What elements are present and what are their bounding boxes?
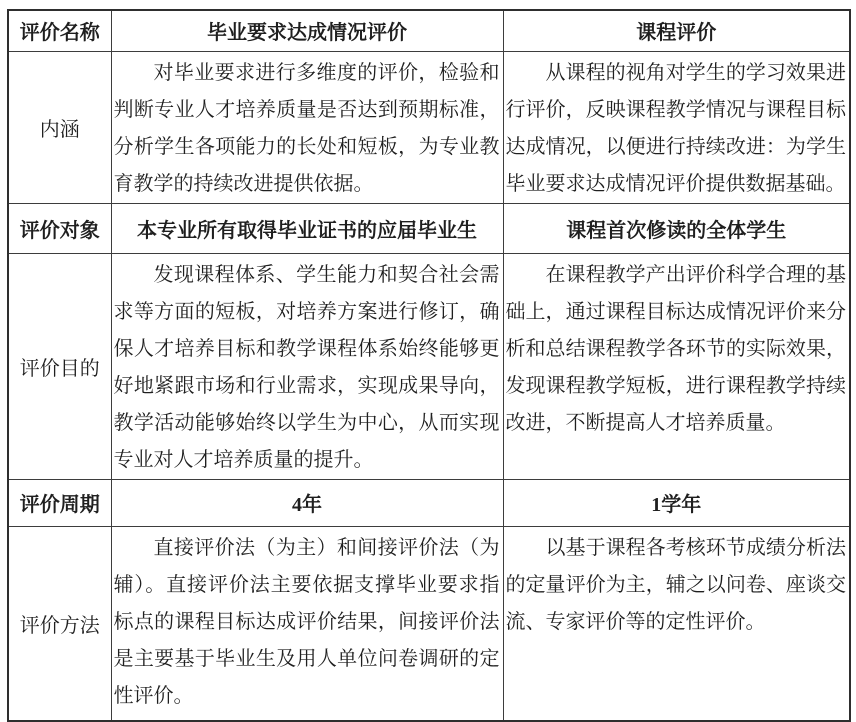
connotation-graduation-text: 对毕业要求进行多维度的评价，检验和判断专业人才培养质量是否达到预期标准，分析学生各项能力的长处和短板，为专业教育教学的持续改进提供依据。 [113, 61, 500, 195]
column-title-graduation-evaluation: 毕业要求达成情况评价 [111, 10, 503, 51]
table-row-evaluation-purpose [8, 253, 850, 479]
cell-cycle-graduation: 4年 [111, 479, 503, 526]
table-row-evaluation-cycle [8, 479, 850, 526]
cell-object-course: 课程首次修读的全体学生 [503, 203, 850, 253]
row-label-connotation: 内涵 [8, 51, 111, 203]
cell-purpose-course [503, 253, 850, 479]
evaluation-comparison-table [7, 9, 851, 722]
cell-connotation-course [503, 51, 850, 203]
table-row-evaluation-object [8, 203, 850, 253]
table-row-evaluation-name [8, 10, 850, 51]
row-label-evaluation-method: 评价方法 [8, 526, 111, 721]
cell-method-course [503, 526, 850, 721]
connotation-course-text: 从课程的视角对学生的学习效果进行评价，反映课程教学情况与课程目标达成情况，以便进行持续改进：为学生毕业要求达成情况评价提供数据基础。 [505, 61, 846, 195]
table-row-connotation [8, 51, 850, 203]
method-graduation-text: 直接评价法（为主）和间接评价法（为辅）。直接评价法主要依据支撑毕业要求指标点的课程目标达成评价结果，间接评价法是主要基于毕业生及用人单位问卷调研的定性评价。 [113, 536, 500, 707]
row-label-evaluation-object: 评价对象 [8, 203, 111, 253]
cell-method-graduation [111, 526, 503, 721]
cell-purpose-graduation [111, 253, 503, 479]
column-title-course-evaluation: 课程评价 [503, 10, 850, 51]
cell-connotation-graduation [111, 51, 503, 203]
row-label-evaluation-name: 评价名称 [8, 10, 111, 51]
method-course-text: 以基于课程各考核环节成绩分析法的定量评价为主，辅之以问卷、座谈交流、专家评价等的定性评价。 [505, 536, 846, 633]
row-label-evaluation-purpose: 评价目的 [8, 253, 111, 479]
cell-cycle-course: 1学年 [503, 479, 850, 526]
table-row-evaluation-method [8, 526, 850, 721]
row-label-evaluation-cycle: 评价周期 [8, 479, 111, 526]
cell-object-graduation: 本专业所有取得毕业证书的应届毕业生 [111, 203, 503, 253]
purpose-graduation-text: 发现课程体系、学生能力和契合社会需求等方面的短板，对培养方案进行修订，确保人才培养目标和教学课程体系始终能够更好地紧跟市场和行业需求，实现成果导向，教学活动能够始终以学生为中心，从而实现专业对人才培养质量的提升。 [113, 263, 500, 471]
purpose-course-text: 在课程教学产出评价科学合理的基础上，通过课程目标达成情况评价来分析和总结课程教学各环节的实际效果，发现课程教学短板，进行课程教学持续改进，不断提高人才培养质量。 [505, 263, 846, 434]
